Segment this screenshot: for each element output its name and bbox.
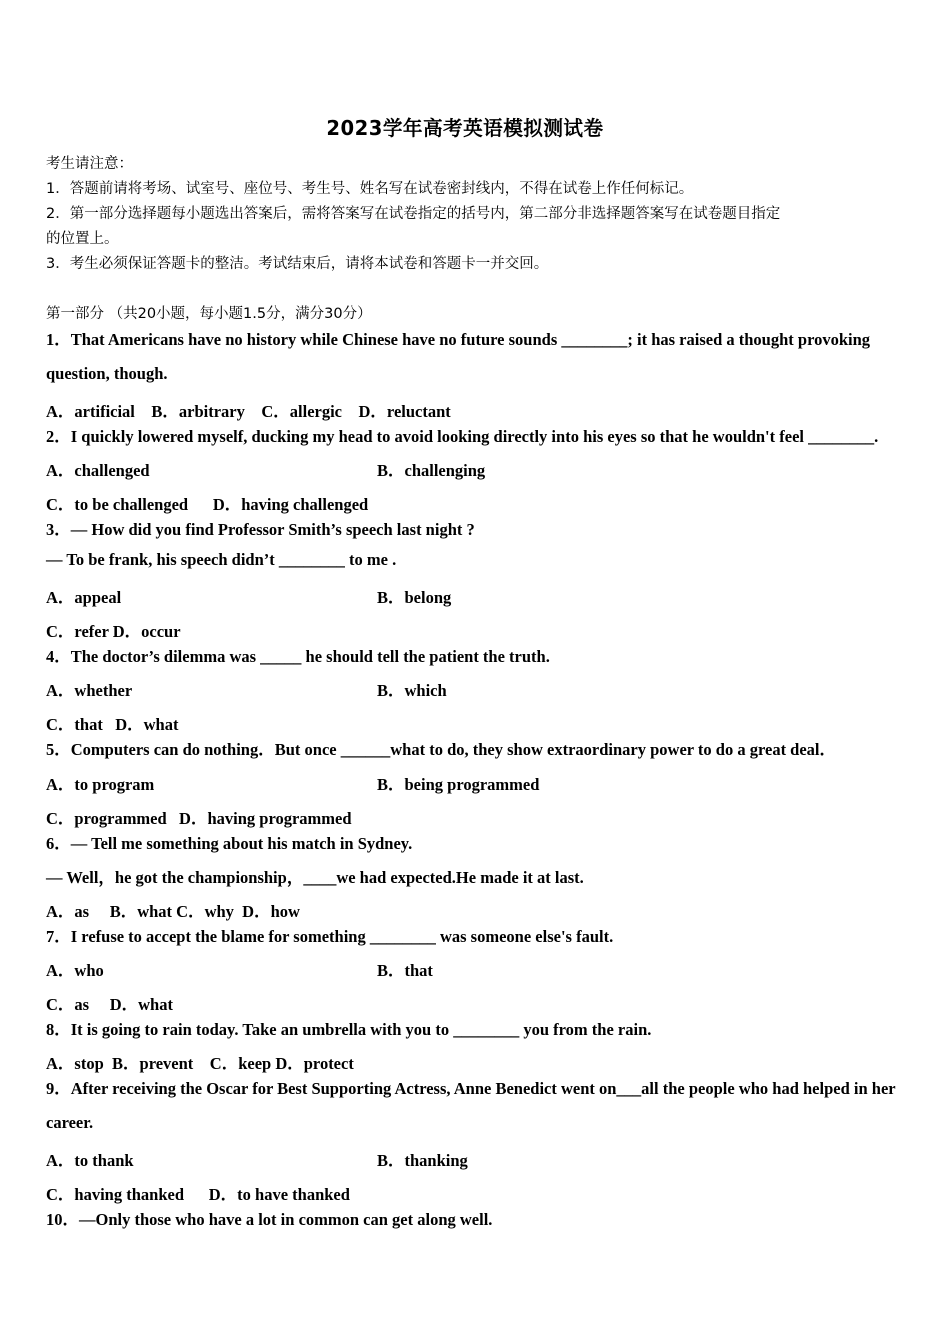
question-2-options-cd: C．to be challenged D．having challenged	[46, 495, 369, 514]
question-2-text: 2．I quickly lowered myself, ducking my head to avoid looking directly into his eyes so that he wouldn't feel ________.	[46, 427, 879, 446]
question-5-option-a: A．to program	[46, 775, 155, 794]
question-8-options: A．stop B．prevent C．keep D．protect	[46, 1054, 354, 1073]
question-9-options-cd: C．having thanked D．to have thanked	[46, 1185, 350, 1204]
question-5-option-b: B．being programmed	[377, 775, 540, 794]
section-heading: 第一部分 （共20小题，每小题1.5分，满分30分）	[46, 306, 372, 322]
page-title: 2023学年高考英语模拟测试卷	[326, 116, 604, 140]
question-5-text: 5．Computers can do nothing．But once ______what to do, they show extraordinary power to do a great deal．	[46, 740, 837, 759]
question-7-option-b: B．that	[377, 961, 433, 980]
question-3-option-a: A．appeal	[46, 588, 122, 607]
question-3-text: 3．— How did you find Professor Smith’s speech last night ?	[46, 520, 475, 539]
question-4-options-cd: C．that D．what	[46, 715, 179, 734]
question-7-options-cd: C．as D．what	[46, 995, 173, 1014]
question-6-text: 6．— Tell me something about his match in Sydney.	[46, 834, 413, 853]
notice-item-1: 1．答题前请将考场、试室号、座位号、考生号、姓名写在试卷密封线内，不得在试卷上作任何标记。	[46, 181, 694, 197]
question-2-option-a: A．challenged	[46, 461, 150, 480]
question-4-text: 4．The doctor’s dilemma was _____ he should tell the patient the truth.	[46, 647, 550, 666]
question-6-options: A．as B．what C．why D．how	[46, 902, 300, 921]
notice-item-2-line-1: 2．第一部分选择题每小题选出答案后，需将答案写在试卷指定的括号内，第二部分非选择题答案写在试卷题目指定	[46, 206, 781, 222]
question-9-option-a: A．to thank	[46, 1151, 134, 1170]
question-4-option-a: A．whether	[46, 681, 133, 700]
question-3-options-cd: C．refer D．occur	[46, 622, 181, 641]
question-3-text-cont: — To be frank, his speech didn’t ________ to me .	[46, 550, 397, 569]
question-8-text: 8．It is going to rain today. Take an umbrella with you to ________ you from the rain.	[46, 1020, 652, 1039]
question-7-option-a: A．who	[46, 961, 104, 980]
question-3-option-b: B．belong	[377, 588, 452, 607]
question-5-options-cd: C．programmed D．having programmed	[46, 809, 352, 828]
question-2-option-b: B．challenging	[377, 461, 486, 480]
question-1-text: 1．That Americans have no history while Chinese have no future sounds ________; it has raised a thought provoking	[46, 330, 871, 349]
notice-item-3: 3．考生必须保证答题卡的整洁。考试结束后，请将本试卷和答题卡一并交回。	[46, 256, 549, 272]
question-10-text: 10．—Only those who have a lot in common can get along well.	[46, 1210, 493, 1229]
question-6-text-cont: — Well，he got the championship，____we had expected.He made it at last.	[46, 868, 584, 887]
notice-heading: 考生请注意：	[46, 156, 133, 172]
notice-item-2-line-2: 的位置上。	[46, 231, 119, 247]
question-9-option-b: B．thanking	[377, 1151, 468, 1170]
question-4-option-b: B．which	[377, 681, 447, 700]
question-9-text-cont: career.	[46, 1113, 94, 1132]
question-9-text: 9．After receiving the Oscar for Best Supporting Actress, Anne Benedict went on___all the people who had helped in her	[46, 1079, 896, 1098]
question-1-options: A．artificial B．arbitrary C．allergic D．reluctant	[46, 402, 451, 421]
question-1-text-cont: question, though.	[46, 364, 168, 383]
question-7-text: 7．I refuse to accept the blame for something ________ was someone else's fault.	[46, 927, 614, 946]
